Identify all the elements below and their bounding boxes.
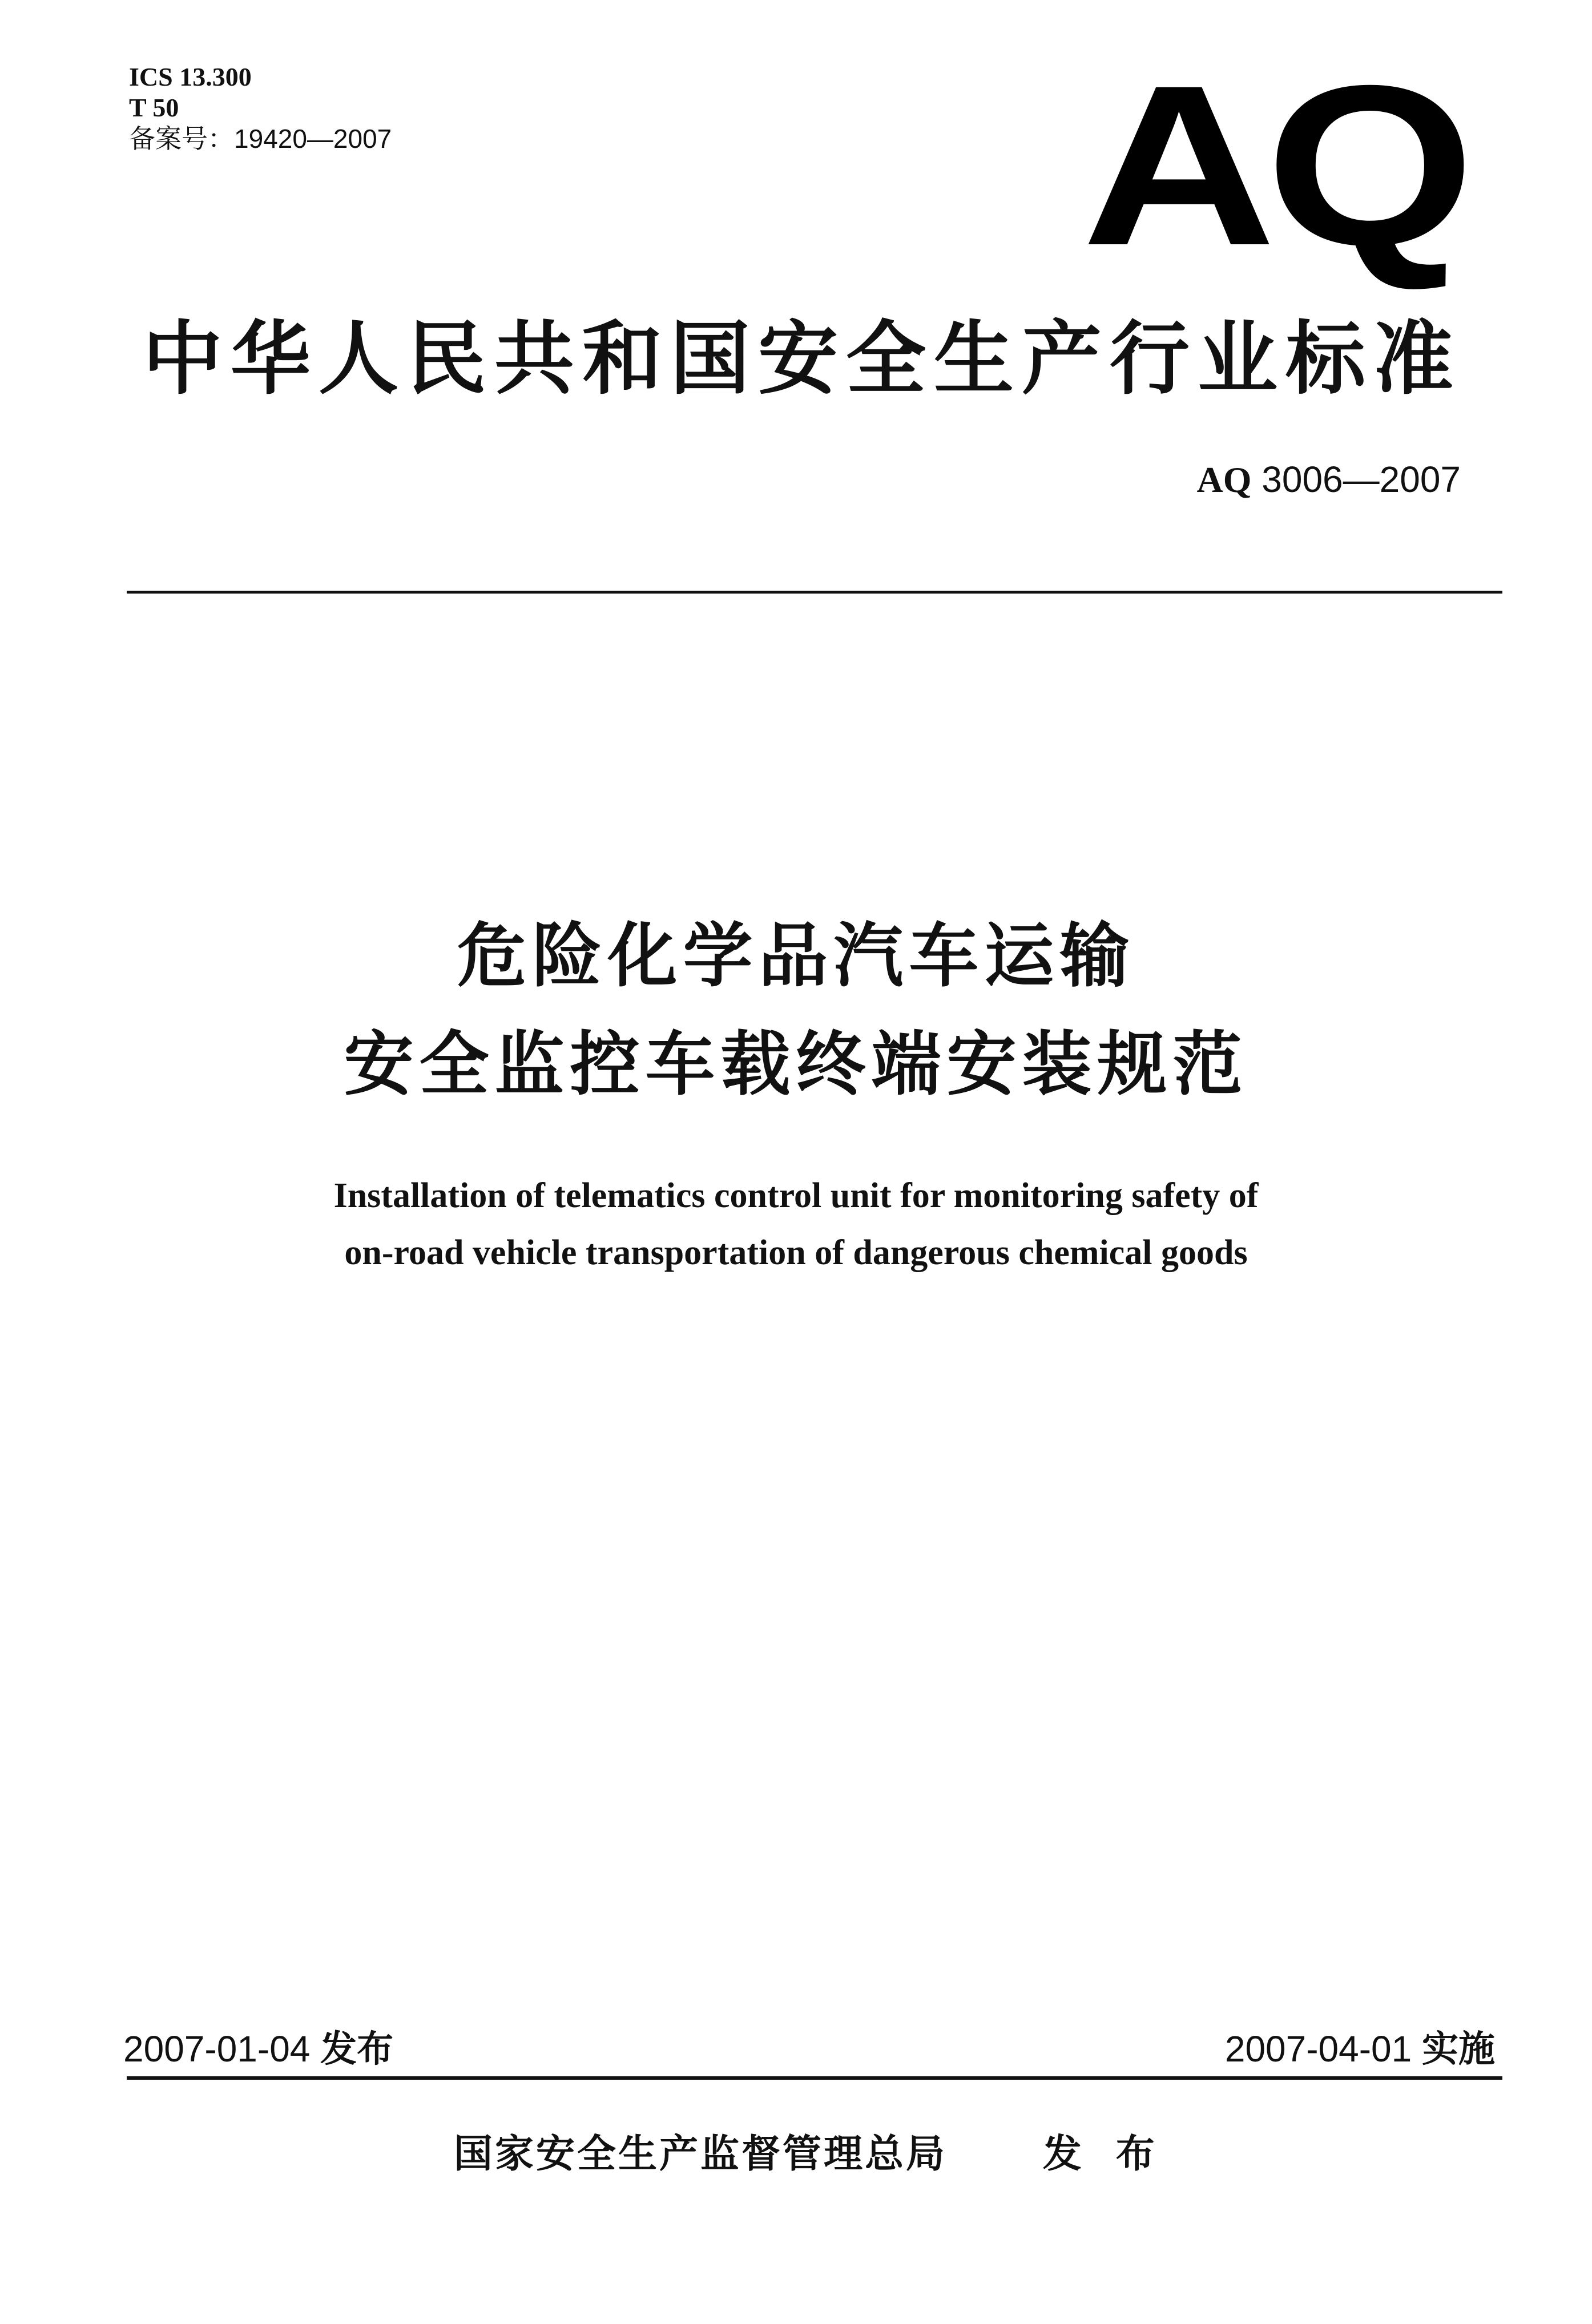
classification-block — [129, 62, 392, 154]
implement-label: 实施 — [1422, 2028, 1495, 2071]
standard-number — [1196, 457, 1461, 503]
issuer-line — [454, 2129, 1189, 2180]
ccs-code: T 50 — [129, 93, 179, 122]
standard-prefix: AQ — [1196, 459, 1252, 500]
issuer-name: 国家安全生产监督管理总局 — [454, 2132, 948, 2177]
filing-number: 备案号：19420—2007 — [129, 124, 392, 154]
title-cn-line-2: 安全监控车载终端安装规范 — [344, 1024, 1248, 1105]
publish-label: 发布 — [320, 2028, 394, 2071]
title-en-line-2: on-road vehicle transportation of dangerous chemical goods — [344, 1233, 1248, 1272]
publish-date — [123, 2026, 393, 2072]
header-title: 中华人民共和国安全生产行业标准 — [143, 313, 1462, 406]
top-divider — [127, 591, 1502, 594]
aq-logo: AQ — [1082, 38, 1465, 293]
implement-date — [1225, 2026, 1495, 2072]
title-en-line-1: Installation of telematics control unit for monitoring safety of — [333, 1176, 1259, 1215]
publish-date-value: 2007-01-04 — [123, 2028, 311, 2069]
bottom-divider — [127, 2076, 1502, 2080]
implement-date-value: 2007-04-01 — [1224, 2028, 1412, 2069]
issuer-action: 发布 — [1042, 2132, 1189, 2177]
title-cn-line-1: 危险化学品汽车运输 — [457, 915, 1135, 996]
standard-code: 3006—2007 — [1261, 459, 1461, 500]
ics-code: ICS 13.300 — [129, 62, 252, 91]
